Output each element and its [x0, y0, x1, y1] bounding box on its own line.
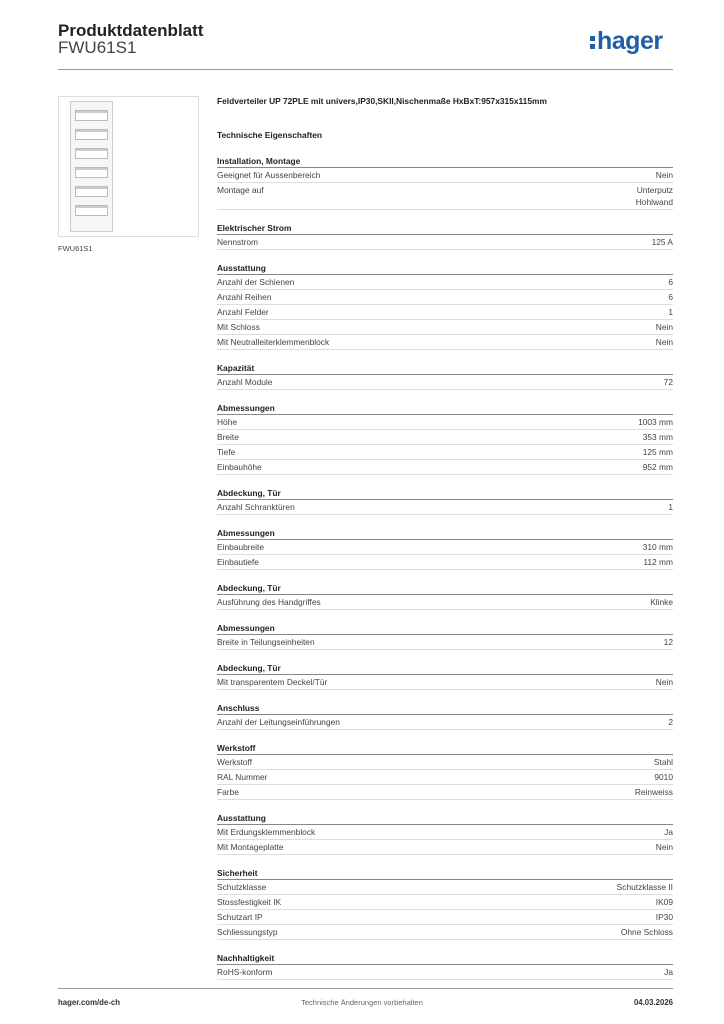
spec-label: Montage auf — [217, 185, 264, 195]
spec-value: Stahl — [653, 757, 673, 767]
spec-section — [217, 527, 673, 570]
spec-row — [217, 305, 673, 320]
spec-section — [217, 582, 673, 610]
spec-row — [217, 770, 673, 785]
product-description: Feldverteiler UP 72PLE mit univers,IP30,SKII,Nischenmaße HxBxT:957x315x115mm — [217, 96, 547, 106]
technical-properties-title: Technische Eigenschaften — [217, 130, 323, 140]
spec-section-title: Elektrischer Strom — [217, 223, 292, 233]
spec-section — [217, 362, 673, 390]
spec-row — [217, 430, 673, 445]
spec-row — [217, 925, 673, 940]
spec-label: Tiefe — [217, 447, 236, 457]
spec-label: Anzahl Module — [217, 377, 273, 387]
spec-row — [217, 555, 673, 570]
spec-value: Ja — [664, 967, 673, 977]
spec-label: Einbautiefe — [217, 557, 259, 567]
product-image — [58, 96, 199, 237]
spec-section-title: Abdeckung, Tür — [217, 663, 281, 673]
spec-value: Nein — [655, 337, 673, 347]
spec-section-title: Abmessungen — [217, 403, 275, 413]
spec-row — [217, 825, 673, 840]
spec-value: 112 mm — [643, 557, 673, 567]
spec-value: Unterputz Hohlwand — [635, 185, 673, 207]
footer-divider — [58, 988, 673, 989]
spec-label: Breite — [217, 432, 239, 442]
spec-label: Mit Schloss — [217, 322, 260, 332]
spec-value: 353 mm — [642, 432, 673, 442]
spec-value: 2 — [668, 717, 673, 727]
spec-value: 9010 — [654, 772, 673, 782]
product-code: FWU61S1 — [58, 38, 137, 57]
spec-label: Einbauhöhe — [217, 462, 262, 472]
spec-row — [217, 880, 673, 895]
spec-label: Anzahl Reihen — [217, 292, 272, 302]
header-divider — [58, 69, 673, 70]
distribution-cabinet-icon — [70, 101, 113, 232]
spec-row — [217, 460, 673, 475]
spec-row — [217, 965, 673, 980]
spec-row — [217, 445, 673, 460]
spec-label: Stossfestigkeit IK — [217, 897, 282, 907]
spec-label: Breite in Teilungseinheiten — [217, 637, 315, 647]
spec-row — [217, 540, 673, 555]
spec-label: Schutzart IP — [217, 912, 263, 922]
spec-label: Mit transparentem Deckel/Tür — [217, 677, 328, 687]
spec-section-title: Installation, Montage — [217, 156, 301, 166]
spec-row — [217, 415, 673, 430]
spec-section-title: Abmessungen — [217, 623, 275, 633]
spec-value: Nein — [655, 677, 673, 687]
spec-row — [217, 168, 673, 183]
spec-value: Nein — [655, 842, 673, 852]
spec-row — [217, 910, 673, 925]
spec-row — [217, 755, 673, 770]
spec-value: 952 mm — [642, 462, 673, 472]
spec-label: Mit Erdungsklemmenblock — [217, 827, 316, 837]
spec-value: 6 — [668, 292, 673, 302]
spec-row — [217, 500, 673, 515]
spec-label: Mit Montageplatte — [217, 842, 284, 852]
spec-section-title: Kapazität — [217, 363, 255, 373]
spec-value: 6 — [668, 277, 673, 287]
spec-row — [217, 895, 673, 910]
spec-section — [217, 742, 673, 800]
spec-section-title: Ausstattung — [217, 813, 266, 823]
spec-section — [217, 867, 673, 940]
spec-section-title: Abdeckung, Tür — [217, 583, 281, 593]
spec-list — [217, 155, 673, 992]
spec-label: Farbe — [217, 787, 239, 797]
spec-label: Schutzklasse — [217, 882, 267, 892]
spec-label: Einbaubreite — [217, 542, 265, 552]
hager-logo[interactable] — [590, 27, 663, 56]
spec-section-title: Werkstoff — [217, 743, 256, 753]
spec-value: 1 — [668, 502, 673, 512]
spec-section — [217, 262, 673, 350]
spec-row — [217, 335, 673, 350]
spec-value: 72 — [663, 377, 673, 387]
spec-section-title: Ausstattung — [217, 263, 266, 273]
spec-label: RAL Nummer — [217, 772, 268, 782]
spec-value: 12 — [663, 637, 673, 647]
spec-value: IP30 — [655, 912, 673, 922]
spec-section — [217, 952, 673, 980]
logo-dots-icon — [590, 33, 595, 52]
spec-row — [217, 715, 673, 730]
spec-row — [217, 290, 673, 305]
spec-section — [217, 155, 673, 210]
spec-label: Werkstoff — [217, 757, 253, 767]
spec-value: Reinweiss — [634, 787, 673, 797]
spec-section — [217, 487, 673, 515]
logo-text: hager — [597, 27, 663, 55]
spec-row — [217, 183, 673, 210]
spec-section — [217, 222, 673, 250]
spec-value: IK09 — [655, 897, 673, 907]
spec-label: Nennstrom — [217, 237, 258, 247]
spec-section-title: Anschluss — [217, 703, 260, 713]
spec-section-title: Abdeckung, Tür — [217, 488, 281, 498]
spec-label: Schliessungstyp — [217, 927, 278, 937]
spec-value: Nein — [655, 170, 673, 180]
spec-label: RoHS-konform — [217, 967, 273, 977]
spec-section — [217, 662, 673, 690]
spec-section — [217, 622, 673, 650]
spec-row — [217, 595, 673, 610]
spec-value: 125 A — [651, 237, 673, 247]
spec-label: Geeignet für Aussenbereich — [217, 170, 321, 180]
spec-section-title: Abmessungen — [217, 528, 275, 538]
spec-label: Anzahl der Leitungseinführungen — [217, 717, 340, 727]
spec-value: Nein — [655, 322, 673, 332]
spec-row — [217, 675, 673, 690]
spec-label: Anzahl Schranktüren — [217, 502, 295, 512]
product-image-label: FWU61S1 — [58, 244, 93, 253]
spec-row — [217, 635, 673, 650]
spec-value: 310 mm — [642, 542, 673, 552]
spec-row — [217, 320, 673, 335]
spec-row — [217, 275, 673, 290]
spec-value: 125 mm — [642, 447, 673, 457]
footer-website-link[interactable]: hager.com/de-ch — [58, 998, 120, 1007]
spec-section — [217, 812, 673, 855]
page-title: Produktdatenblatt — [58, 21, 204, 40]
spec-value: 1 — [668, 307, 673, 317]
spec-section — [217, 402, 673, 475]
spec-label: Anzahl Felder — [217, 307, 269, 317]
spec-section-title: Sicherheit — [217, 868, 258, 878]
footer-note: Technische Änderungen vorbehalten — [301, 998, 423, 1007]
spec-row — [217, 840, 673, 855]
spec-value: Ja — [664, 827, 673, 837]
spec-label: Ausführung des Handgriffes — [217, 597, 321, 607]
spec-value: Ohne Schloss — [620, 927, 673, 937]
spec-value: Schutzklasse II — [616, 882, 673, 892]
spec-section — [217, 702, 673, 730]
footer-date: 04.03.2026 — [633, 998, 673, 1007]
spec-row — [217, 235, 673, 250]
spec-label: Mit Neutralleiterklemmenblock — [217, 337, 330, 347]
spec-value: Klinke — [650, 597, 673, 607]
spec-row — [217, 785, 673, 800]
spec-label: Höhe — [217, 417, 238, 427]
spec-section-title: Nachhaltigkeit — [217, 953, 275, 963]
spec-value: 1003 mm — [638, 417, 673, 427]
spec-label: Anzahl der Schienen — [217, 277, 295, 287]
spec-row — [217, 375, 673, 390]
